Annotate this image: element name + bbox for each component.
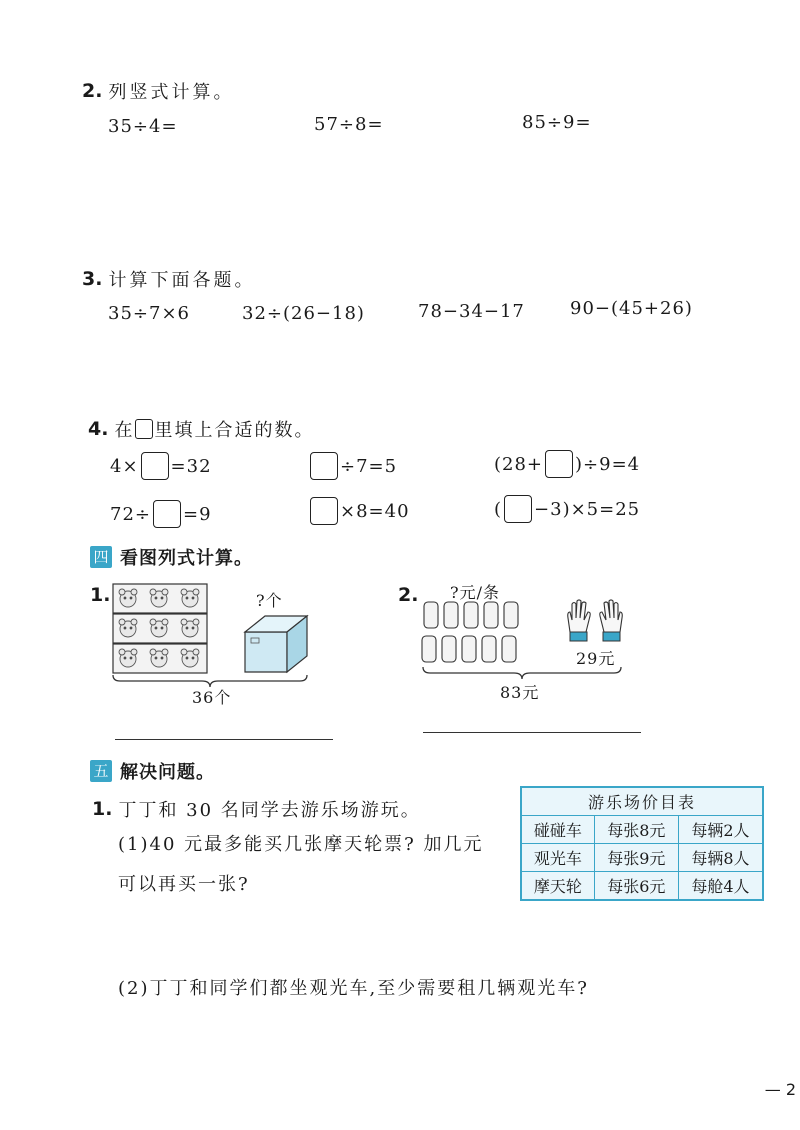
fill-item-post: =9 — [183, 503, 212, 525]
question-title-pre: 在 — [114, 420, 135, 441]
sub-question-1-line-2: 可以再买一张? — [118, 874, 250, 895]
page-number: — 2 — [764, 1080, 796, 1099]
price-table-title: 游乐场价目表 — [521, 787, 763, 816]
table-row — [521, 844, 763, 872]
fill-item-post: =32 — [170, 455, 212, 477]
expression: 35÷7×6 — [108, 303, 190, 324]
table-cell: 每张8元 — [594, 816, 678, 844]
fill-item-pre: 72÷ — [110, 503, 151, 525]
fill-item — [494, 495, 640, 523]
answer-box[interactable] — [545, 450, 573, 478]
towels-illustration — [420, 600, 532, 666]
picture-problem-number: 1. — [90, 584, 111, 606]
box-illustration — [243, 612, 309, 674]
problem-number: 1. — [92, 798, 113, 820]
total-label: 83元 — [500, 683, 540, 702]
question-title: 计算下面各题。 — [108, 270, 256, 291]
price-table — [520, 786, 764, 901]
section-title: 看图列式计算。 — [120, 548, 253, 569]
unit-price-label: ?元/条 — [450, 583, 500, 602]
fill-item-pre: ( — [494, 498, 503, 520]
table-cell: 每舱4人 — [678, 872, 763, 901]
question-title-post: 里填上合适的数。 — [154, 420, 315, 441]
question-number: 3. — [82, 268, 103, 290]
answer-box[interactable] — [504, 495, 532, 523]
box-count-label: ?个 — [256, 591, 283, 610]
answer-box[interactable] — [141, 452, 169, 480]
section-badge: 四 — [90, 546, 112, 568]
expression: 32÷(26−18) — [242, 303, 365, 324]
answer-box[interactable] — [310, 452, 338, 480]
expression: 57÷8= — [314, 114, 384, 135]
gloves-illustration — [564, 598, 626, 644]
expression: 78−34−17 — [418, 301, 525, 322]
towel-icons — [420, 600, 532, 666]
question-title: 列竖式计算。 — [108, 82, 235, 103]
table-cell: 每辆2人 — [678, 816, 763, 844]
fill-item-pre: (28+ — [494, 453, 544, 475]
table-cell: 观光车 — [521, 844, 594, 872]
expression: 90−(45+26) — [570, 298, 693, 319]
sub-question-1-line-1: (1)40 元最多能买几张摩天轮票? 加几元 — [118, 834, 484, 855]
table-cell: 每张6元 — [594, 872, 678, 901]
bear-rows-icon — [112, 583, 208, 675]
question-4-header — [88, 416, 314, 442]
fill-item-pre: 4× — [110, 455, 139, 477]
answer-box[interactable] — [153, 500, 181, 528]
brace-icon — [422, 666, 622, 680]
table-row — [521, 872, 763, 901]
answer-box-sample — [135, 419, 153, 439]
expression: 85÷9= — [522, 112, 592, 133]
problem-text: 丁丁和 30 名同学去游乐场游玩。 — [118, 800, 421, 821]
fill-item — [494, 450, 640, 478]
fill-item-post: )÷9=4 — [575, 453, 641, 475]
question-3-header — [82, 266, 255, 292]
table-cell: 每辆8人 — [678, 844, 763, 872]
cardboard-box-icon — [243, 612, 309, 674]
table-cell: 摩天轮 — [521, 872, 594, 901]
fill-item-post: −3)×5=25 — [534, 498, 641, 520]
gloves-icon — [564, 598, 626, 644]
fill-item — [308, 452, 397, 480]
fill-item — [110, 500, 212, 528]
bears-illustration — [112, 583, 208, 675]
section-title: 解决问题。 — [120, 762, 215, 783]
answer-line[interactable] — [115, 739, 333, 740]
question-number: 4. — [88, 418, 109, 440]
question-number: 2. — [82, 80, 103, 102]
fill-item — [110, 452, 212, 480]
total-label: 36个 — [192, 688, 232, 707]
table-cell: 每张9元 — [594, 844, 678, 872]
section-badge: 五 — [90, 760, 112, 782]
gloves-price-label: 29元 — [576, 649, 616, 668]
price-table-header — [521, 787, 763, 816]
expression: 35÷4= — [108, 116, 178, 137]
picture-problem-number: 2. — [398, 584, 419, 606]
table-row — [521, 816, 763, 844]
fill-item-post: ÷7=5 — [340, 455, 398, 477]
fill-item-post: ×8=40 — [340, 500, 410, 522]
sub-question-2: (2)丁丁和同学们都坐观光车,至少需要租几辆观光车? — [118, 978, 589, 999]
problem-1-header — [92, 796, 421, 822]
table-cell: 碰碰车 — [521, 816, 594, 844]
answer-box[interactable] — [310, 497, 338, 525]
answer-line[interactable] — [423, 732, 641, 733]
fill-item — [308, 497, 410, 525]
question-2-header — [82, 78, 234, 104]
